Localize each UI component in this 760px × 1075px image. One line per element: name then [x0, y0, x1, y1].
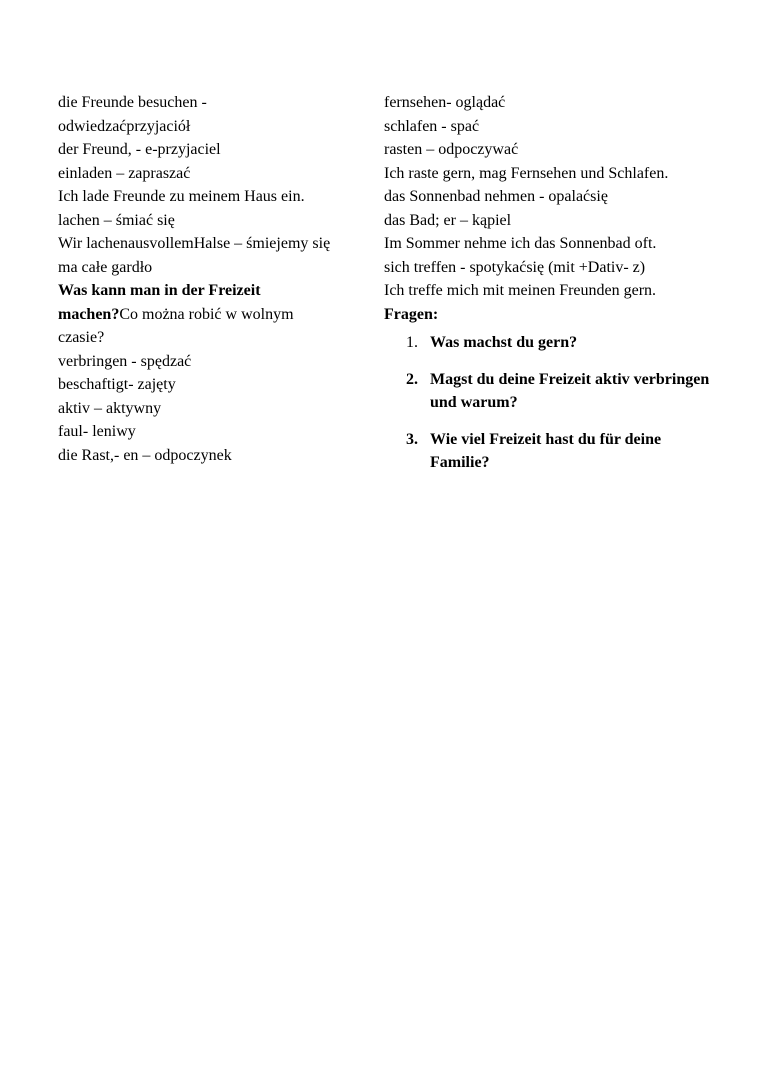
fragen-heading: Fragen: — [384, 305, 439, 323]
question-text: Was machst du gern? — [430, 334, 578, 351]
vocab-line: der Freund, - e-przyjaciel — [58, 141, 221, 158]
vocab-line: beschaftigt- zajęty — [58, 376, 176, 393]
left-column — [58, 91, 376, 467]
question-number: 3. — [406, 430, 418, 448]
vocab-line: aktiv – aktywny — [58, 399, 162, 417]
example-sentence: ma całe gardło — [58, 258, 153, 276]
vocab-line: faul- leniwy — [58, 423, 136, 440]
example-sentence: Ich treffe mich mit meinen Freunden gern. — [384, 282, 657, 299]
question-item — [384, 428, 714, 475]
example-sentence: Ich lade Freunde zu meinem Haus ein. — [58, 188, 305, 205]
vocab-line: verbringen - spędzać — [58, 352, 192, 370]
question-number: 2. — [406, 370, 418, 388]
vocab-line: das Sonnenbad nehmen - opalaćsię — [384, 188, 608, 205]
vocab-line: lachen – śmiać się — [58, 211, 175, 229]
question-text: Magst du deine Freizeit aktiv verbringen und warum? — [430, 370, 710, 411]
vocab-line: rasten – odpoczywać — [384, 141, 519, 158]
questions-list — [384, 331, 714, 475]
section-question: Was kann man in der Freizeit — [58, 282, 261, 299]
vocab-line: schlafen - spać — [384, 117, 480, 135]
question-item — [384, 331, 714, 355]
section-question-bold: machen? — [58, 305, 120, 323]
vocab-line: die Freunde besuchen - — [58, 94, 207, 111]
example-sentence: Ich raste gern, mag Fernsehen und Schlafen. — [384, 164, 669, 182]
example-sentence: Wir lachenausvollemHalse – śmiejemy się — [58, 235, 331, 252]
section-question-translation: Co można robić w wolnym — [119, 305, 294, 323]
vocab-line: die Rast,- en – odpoczynek — [58, 446, 232, 464]
vocab-line: odwiedzaćprzyjaciół — [58, 117, 191, 135]
vocab-line: das Bad; er – kąpiel — [384, 211, 512, 229]
section-question-line — [58, 303, 376, 327]
section-question-translation-cont: czasie? — [58, 329, 105, 346]
right-column — [384, 91, 714, 488]
vocab-line: sich treffen - spotykaćsię (mit +Dativ- z) — [384, 258, 646, 276]
vocab-line: fernsehen- oglądać — [384, 94, 506, 111]
vocab-line: einladen – zapraszać — [58, 164, 191, 182]
question-number: 1. — [406, 334, 418, 351]
question-item — [384, 368, 714, 415]
question-text: Wie viel Freizeit hast du für deine Familie? — [430, 430, 662, 471]
example-sentence: Im Sommer nehme ich das Sonnenbad oft. — [384, 235, 657, 252]
